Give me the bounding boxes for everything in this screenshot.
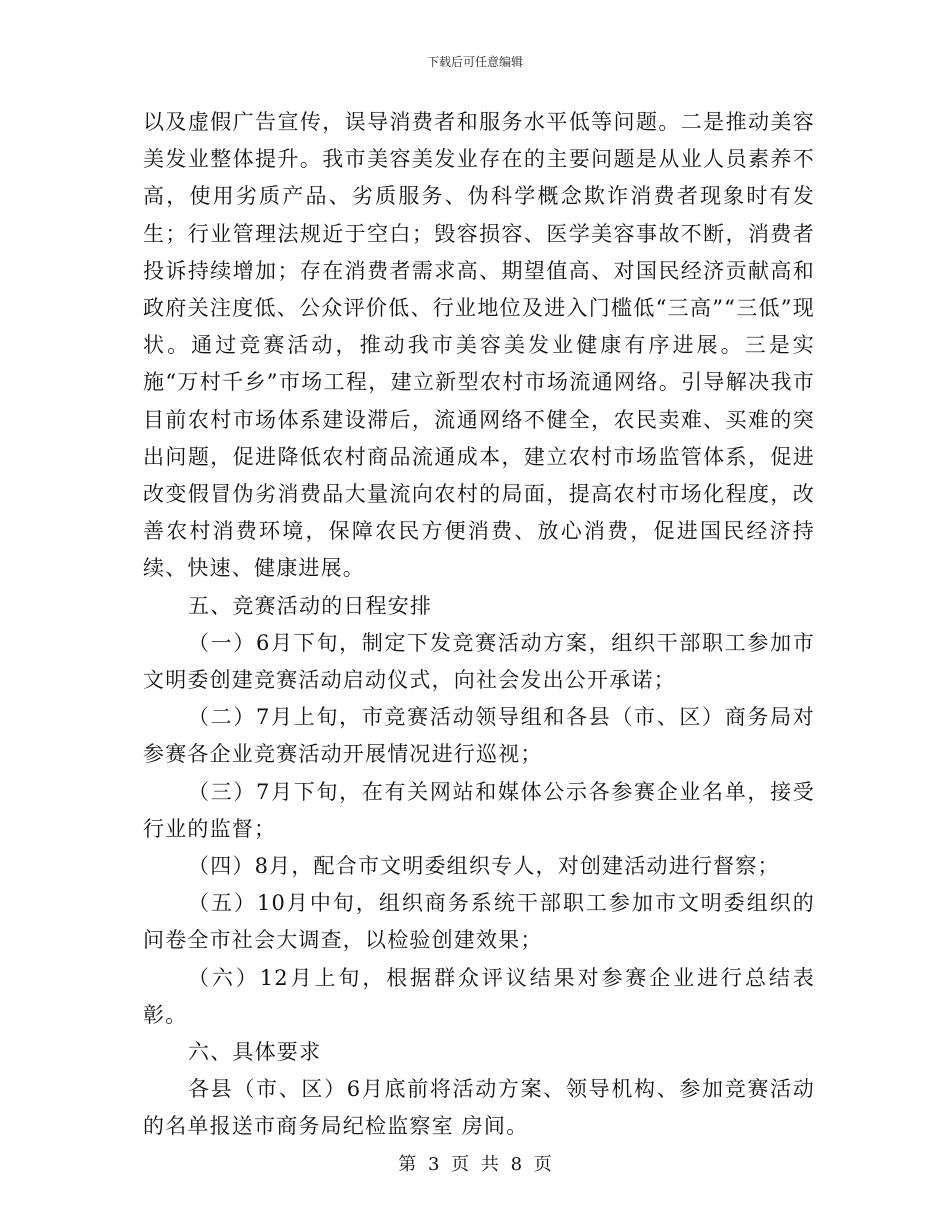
section-heading: 六、具体要求 bbox=[188, 1040, 322, 1065]
body-paragraph: 各县（市、区）6月底前将活动方案、领导机构、参加竞赛活动的名单报送市商务局纪检监察室 房间。 bbox=[143, 1077, 815, 1139]
section-heading: 五、竞赛活动的日程安排 bbox=[188, 593, 433, 618]
body-paragraph: 以及虚假广告宣传，误导消费者和服务水平低等问题。二是推动美容美发业整体提升。我市美容美发业存在的主要问题是从业人员素养不高，使用劣质产品、劣质服务、伪科学概念欺诈消费者现象时有发生；行业管理法规近于空白；毁容损容、医学美容事故不断，消费者投诉持续增加；存在消费者需求高、期望值高、对国民经济贡献高和政府关注度低、公众评价低、行业地位及进入门槛低“三高”“三低”现状。通过竞赛活动，推动我市美容美发业健康有序进展。三是实施“万村千乡”市场工程，建立新型农村市场流通网络。引导解决我市目前农村市场体系建设滞后，流通网络不健全，农民卖难、买难的突出问题，促进降低农村商品流通成本，建立农村市场监管体系，促进改变假冒伪劣消费品大量流向农村的局面，提高农村市场化程度，改善农村消费环境，保障农民方便消费、放心消费，促进国民经济持续、快速、健康进展。 bbox=[143, 110, 815, 581]
document-body bbox=[143, 104, 815, 1146]
page-number: 第 3 页 共 8 页 bbox=[398, 1154, 552, 1175]
schedule-item: （五）10月中旬，组织商务系统干部职工参加市文明委组织的问卷全市社会大调查，以检验创建效果； bbox=[143, 891, 815, 953]
schedule-item: （六）12月上旬，根据群众评议结果对参赛企业进行总结表彰。 bbox=[143, 965, 815, 1027]
schedule-item: （二）7月上旬，市竞赛活动领导组和各县（市、区）商务局对参赛各企业竞赛活动开展情况进行巡视； bbox=[143, 705, 815, 767]
schedule-item: （四）8月，配合市文明委组织专人，对创建活动进行督察； bbox=[188, 854, 780, 879]
schedule-item: （一）6月下旬，制定下发竞赛活动方案，组织干部职工参加市文明委创建竞赛活动启动仪式，向社会发出公开承诺； bbox=[143, 630, 815, 693]
schedule-item: （三）7月下旬，在有关网站和媒体公示各参赛企业名单，接受行业的监督； bbox=[143, 779, 815, 841]
page-header: 下载后可任意编辑 bbox=[426, 55, 523, 69]
